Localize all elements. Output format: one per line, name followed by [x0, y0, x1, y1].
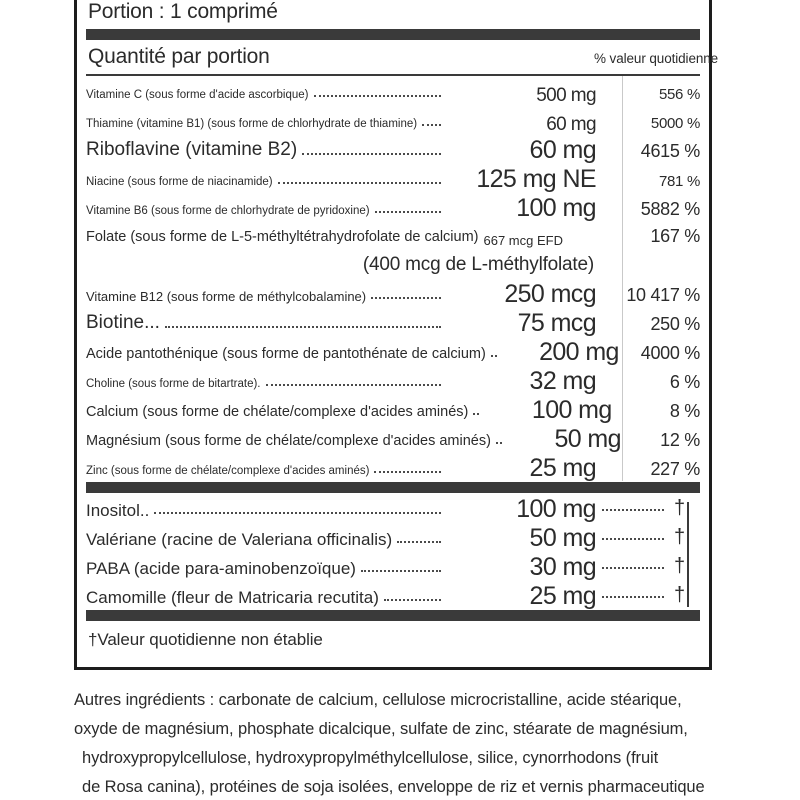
leader-dots	[278, 182, 441, 184]
dagger-rule	[687, 578, 689, 607]
amount-per-serving-header	[86, 40, 719, 74]
nutrient-daily-value: 556 %	[658, 86, 700, 103]
nutrient-amount: 667 mcg EFD	[483, 233, 563, 248]
leader-dots	[165, 326, 441, 328]
serving-size: Portion : 1 comprimé	[88, 0, 278, 23]
leader-dots	[496, 442, 502, 444]
nutrient-row	[86, 394, 700, 423]
herbal-rows	[86, 493, 700, 609]
nutrient-row	[86, 307, 700, 336]
nutrient-row	[86, 134, 700, 163]
nutrient-amount: 100 mg	[531, 396, 612, 424]
nutrient-amount: 500 mg	[536, 84, 596, 106]
nutrient-amount: 60 mg	[546, 113, 596, 135]
leader-dots	[422, 124, 441, 126]
nutrient-row	[86, 336, 700, 365]
nutrient-amount: 125 mg NE	[476, 165, 596, 193]
leader-dots	[397, 541, 441, 543]
nutrient-amount: 25 mg	[529, 454, 596, 482]
dagger-symbol: †	[674, 526, 686, 548]
folate-subline	[86, 248, 700, 278]
dagger-cell	[596, 527, 700, 551]
herbal-amount: 30 mg	[529, 553, 596, 581]
leader-dots	[602, 538, 664, 540]
herbal-row	[86, 522, 700, 551]
herbal-name: PABA (acide para-aminobenzoïque)	[86, 559, 356, 578]
nutrient-row	[86, 163, 700, 192]
leader-dots	[302, 153, 441, 155]
herbal-row	[86, 551, 700, 580]
nutrient-name: Vitamine C (sous forme d'acide ascorbique)	[86, 88, 309, 101]
nutrient-name: Zinc (sous forme de chélate/complexe d'acides aminés)	[86, 464, 370, 477]
nutrient-name: Magnésium (sous forme de chélate/complexe d'acides aminés)	[86, 432, 491, 449]
nutrient-daily-value: 781 %	[658, 173, 700, 190]
other-ingredients-line: hydroxypropylcellulose, hydroxypropylméthylcellulose, silice, cynorrhodons (fruit	[82, 749, 659, 767]
nutrient-daily-value: 10 417 %	[626, 285, 700, 305]
leader-dots	[375, 211, 441, 213]
herbal-row	[86, 580, 700, 609]
leader-dots	[384, 599, 441, 601]
nutrient-amount: 250 mcg	[504, 280, 596, 308]
dagger-cell	[596, 498, 700, 522]
nutrient-daily-value: 4615 %	[640, 141, 700, 161]
folate-subline-text: (400 mcg de L-méthylfolate)	[362, 254, 594, 275]
divider-thick-bottom	[86, 610, 700, 621]
other-ingredients-line: de Rosa canina), protéines de soja isolées, enveloppe de riz et vernis pharmaceutique	[82, 778, 705, 796]
nutrient-row	[86, 105, 700, 134]
nutrient-row	[86, 423, 700, 452]
herbal-name: Valériane (racine de Valeriana officinalis)	[86, 530, 393, 549]
dagger-symbol: †	[674, 497, 686, 519]
divider-thick-mid	[86, 482, 700, 493]
daily-value-label: % valeur quotidienne	[594, 51, 719, 66]
dagger-symbol: †	[674, 555, 686, 577]
nutrient-name: Calcium (sous forme de chélate/complexe d'acides aminés)	[86, 403, 469, 420]
other-ingredients-line: oxyde de magnésium, phosphate dicalcique, sulfate de zinc, stéarate de magnésium,	[74, 720, 688, 738]
nutrient-name: Riboflavine (vitamine B2)	[86, 139, 298, 160]
dagger-symbol: †	[674, 584, 686, 606]
leader-dots	[473, 413, 479, 415]
nutrient-row-folate	[86, 221, 700, 248]
other-ingredients-line: Autres ingrédients : carbonate de calcium, cellulose microcristalline, acide stéarique,	[74, 691, 682, 709]
nutrient-name: Biotine...	[86, 312, 160, 333]
divider-thick-top	[86, 29, 700, 40]
herbal-amount: 100 mg	[516, 495, 596, 523]
herbal-name: Camomille (fleur de Matricaria recutita)	[86, 588, 379, 607]
nutrient-row	[86, 278, 700, 307]
nutrient-row	[86, 452, 700, 481]
leader-dots	[491, 355, 497, 357]
herbal-name: Inositol..	[86, 501, 150, 520]
leader-dots	[266, 384, 442, 386]
nutrient-name: Vitamine B6 (sous forme de chlorhydrate de pyridoxine)	[86, 204, 370, 217]
nutrient-amount: 100 mg	[516, 194, 596, 222]
leader-dots	[314, 95, 441, 97]
herbal-amount: 50 mg	[529, 524, 596, 552]
leader-dots	[602, 509, 664, 511]
leader-dots	[371, 297, 441, 299]
nutrient-name: Niacine (sous forme de niacinamide)	[86, 175, 273, 188]
leader-dots	[361, 570, 441, 572]
nutrient-daily-value: 167 %	[650, 226, 700, 246]
other-ingredients-block	[74, 686, 774, 800]
nutrient-amount: 50 mg	[554, 425, 621, 453]
nutrient-daily-value: 250 %	[650, 314, 700, 334]
nutrient-name: Vitamine B12 (sous forme de méthylcobalamine)	[86, 289, 367, 304]
nutrient-amount: 32 mg	[529, 367, 596, 395]
nutrient-name: Choline (sous forme de bitartrate).	[86, 377, 261, 390]
nutrient-name: Folate (sous forme de L-5-méthyltétrahydrofolate de calcium)	[86, 228, 479, 245]
dagger-cell	[596, 556, 700, 580]
nutrient-daily-value: 4000 %	[640, 343, 700, 363]
leader-dots	[374, 471, 441, 473]
nutrient-amount: 60 mg	[529, 136, 596, 164]
herbal-row	[86, 493, 700, 522]
leader-dots	[154, 512, 441, 514]
nutrient-row	[86, 192, 700, 221]
herbal-amount: 25 mg	[529, 582, 596, 610]
nutrient-amount: 200 mg	[539, 338, 619, 366]
amount-per-serving-label: Quantité par portion	[88, 45, 270, 68]
leader-dots	[602, 596, 664, 598]
supplement-facts-panel	[74, 0, 719, 670]
nutrient-daily-value: 227 %	[650, 459, 700, 479]
leader-spacer	[568, 239, 591, 240]
nutrient-daily-value: 5882 %	[640, 199, 700, 219]
nutrient-rows-top	[86, 76, 700, 481]
nutrient-daily-value: 6 %	[669, 372, 700, 392]
nutrient-amount: 75 mcg	[517, 309, 596, 337]
nutrient-name: Acide pantothénique (sous forme de pantothénate de calcium)	[86, 345, 486, 362]
nutrient-daily-value: 8 %	[669, 401, 700, 421]
nutrient-row	[86, 76, 700, 105]
nutrient-name: Thiamine (vitamine B1) (sous forme de chlorhydrate de thiamine)	[86, 117, 418, 130]
nutrient-daily-value: 12 %	[660, 430, 700, 450]
leader-dots	[602, 567, 664, 569]
nutrient-daily-value: 5000 %	[650, 115, 700, 132]
dagger-cell	[596, 585, 700, 609]
nutrient-row	[86, 365, 700, 394]
daily-value-footnote: †Valeur quotidienne non établie	[88, 630, 323, 649]
